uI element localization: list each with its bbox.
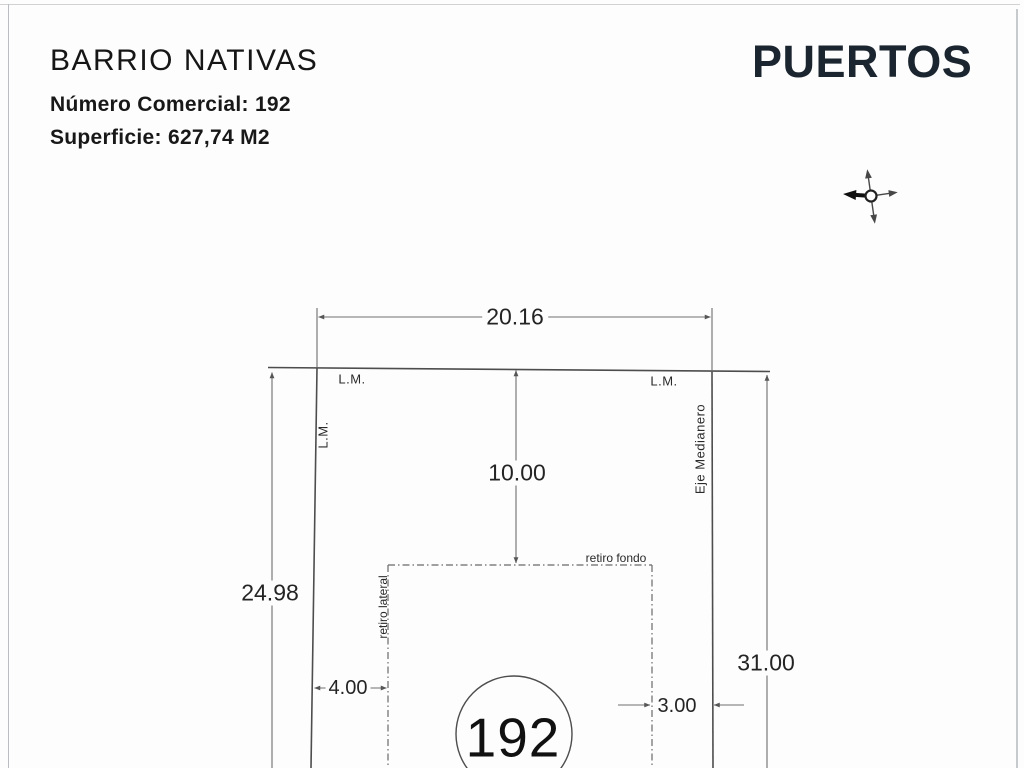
municipal-line-label-top-right: L.M.	[650, 373, 678, 389]
lateral-setback-label: retiro lateral	[376, 575, 390, 639]
lot-number-text: 192	[465, 706, 561, 768]
municipal-line-label-left-side: L.M.	[315, 421, 331, 449]
compass-icon	[839, 166, 902, 228]
dimension-right-depth: 31.00	[733, 651, 799, 676]
page-title: BARRIO NATIVAS	[50, 44, 319, 77]
surface-text: Superficie: 627,74 M2	[50, 126, 270, 149]
party-wall-axis-label: Eje Medianero	[692, 403, 708, 495]
dimension-front-width: 20.16	[482, 305, 548, 330]
rear-setback-label: retiro fondo	[585, 551, 647, 565]
dimension-left-depth: 24.98	[237, 581, 303, 606]
dimension-lateral-setback-width: 4.00	[326, 677, 371, 699]
dimension-rear-setback-depth: 10.00	[484, 461, 550, 486]
brand-logo: PUERTOS	[752, 36, 973, 87]
dimension-right-setback-width: 3.00	[655, 695, 700, 717]
commercial-number-text: Número Comercial: 192	[50, 93, 291, 116]
municipal-line-label-top-left: L.M.	[338, 371, 366, 387]
